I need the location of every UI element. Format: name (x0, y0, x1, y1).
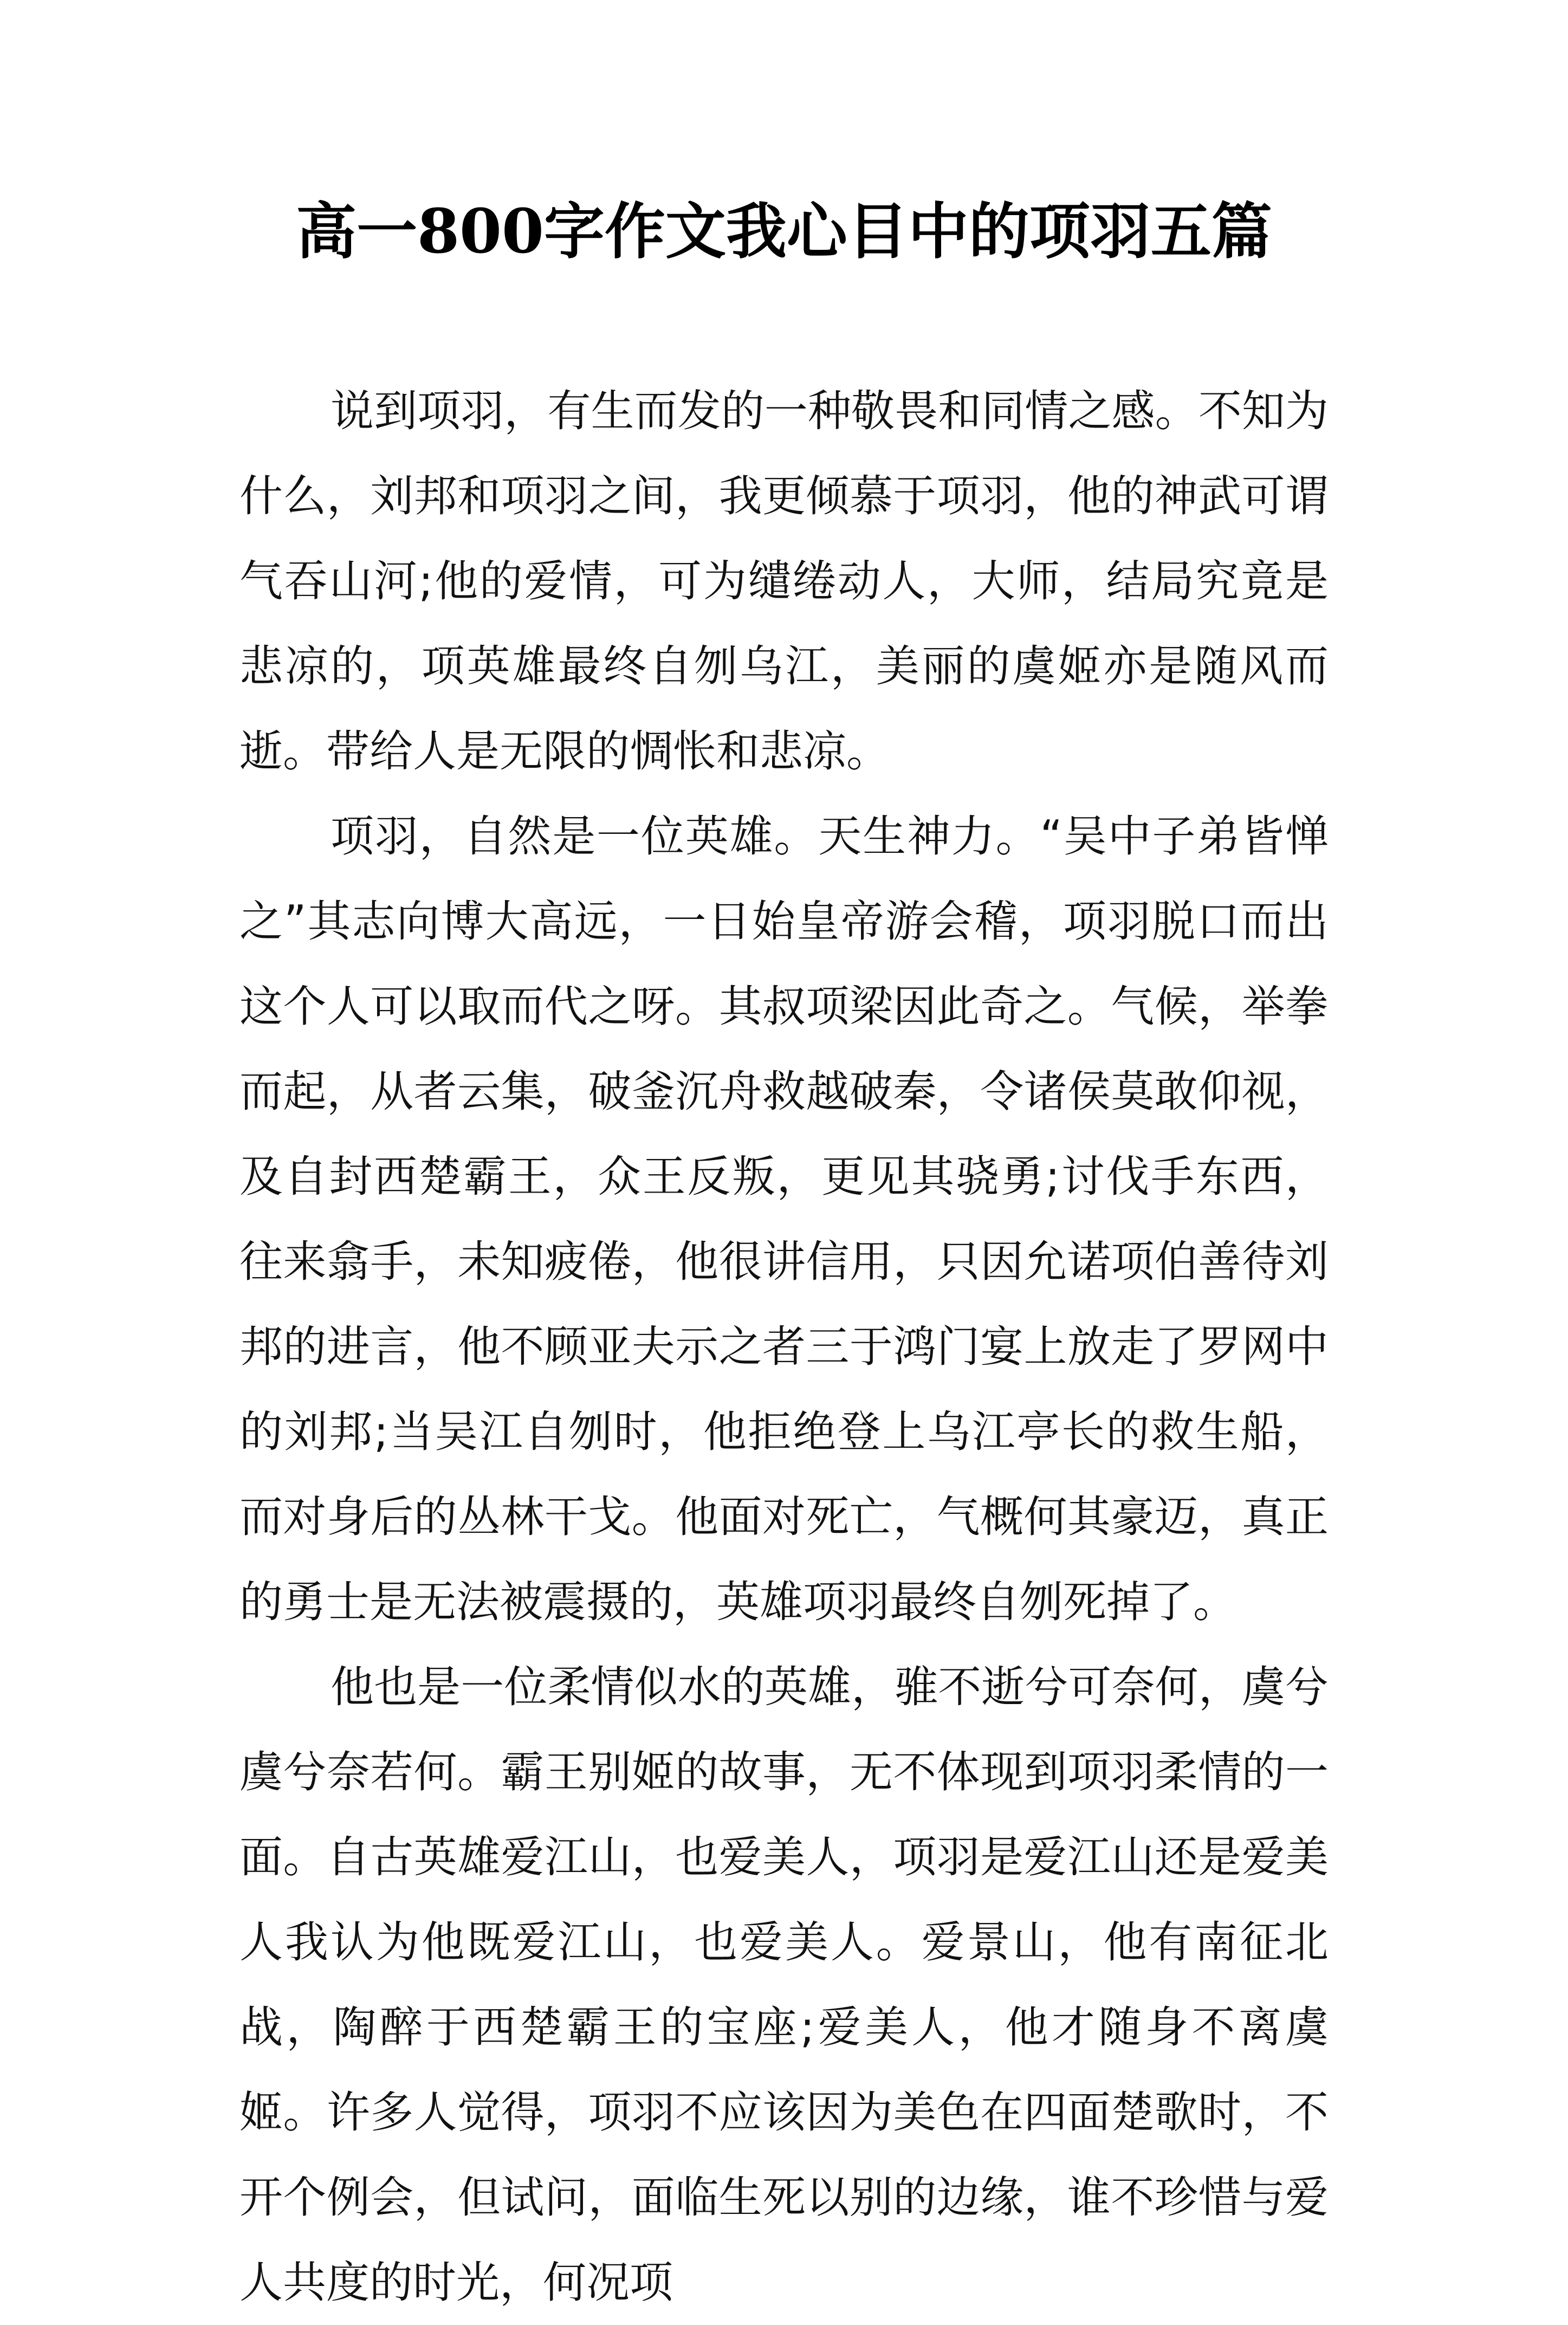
document-body (239, 368, 1329, 2325)
document-title: 高一800字作文我心目中的项羽五篇 (296, 196, 1272, 267)
paragraph-3: 他也是一位柔情似水的英雄，骓不逝兮可奈何，虞兮虞兮奈若何。霸王别姬的故事，无不体现到项羽柔情的一面。自古英雄爱江山，也爱美人，项羽是爱江山还是爱美人我认为他既爱江山，也爱美人。爱景山，他有南征北战，陶醉于西楚霸王的宝座;爱美人，他才随身不离虞姬。许多人觉得，项羽不应该因为美色在四面楚歌时，不开个例会，但试问，面临生死以别的边缘，谁不珍惜与爱人共度的时光，何况项 (239, 1662, 1329, 2308)
paragraph-1: 说到项羽，有生而发的一种敬畏和同情之感。不知为什么，刘邦和项羽之间，我更倾慕于项羽，他的神武可谓气吞山河;他的爱情，可为缱绻动人，大师，结局究竟是悲凉的，项英雄最终自刎乌江，美丽的虞姬亦是随风而逝。带给人是无限的惆怅和悲凉。 (239, 386, 1329, 776)
paragraph-2: 项羽，自然是一位英雄。天生神力。“吴中子弟皆惮之”其志向博大高远，一日始皇帝游会稽，项羽脱口而出这个人可以取而代之呀。其叔项梁因此奇之。气候，举拳而起，从者云集，破釜沉舟救越破秦，令诸侯莫敢仰视，及自封西楚霸王，众王反叛，更见其骁勇;讨伐手东西，往来翕手，未知疲倦，他很讲信用，只因允诺项伯善待刘邦的进言，他不顾亚夫示之者三于鸿门宴上放走了罗网中的刘邦;当吴江自刎时，他拒绝登上乌江亭长的救生船，而对身后的丛林干戈。他面对死亡，气概何其豪迈，真正的勇士是无法被震摄的，英雄项羽最终自刎死掉了。 (239, 811, 1329, 1627)
